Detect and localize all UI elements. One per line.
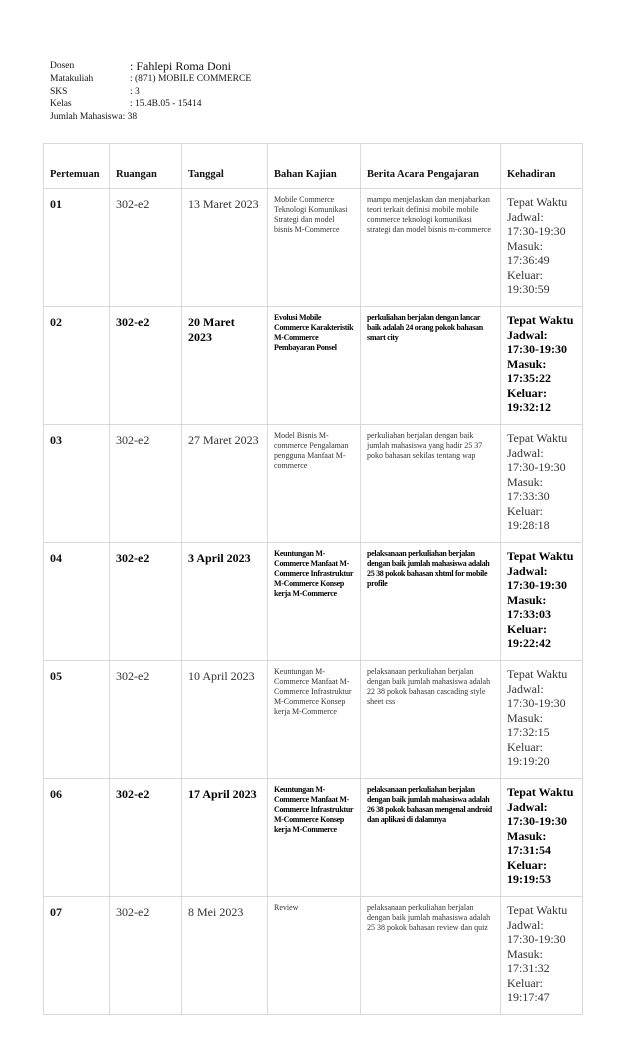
date-cell: 10 April 2023 — [182, 661, 268, 779]
meeting-number: 05 — [44, 661, 110, 779]
attendance-schedule: Jadwal: 17:30-19:30 — [507, 209, 566, 238]
attendance-status: Tepat Waktu — [507, 903, 568, 917]
attendance-in: Masuk: 17:32:15 — [507, 710, 550, 739]
meeting-number: 03 — [44, 425, 110, 543]
attendance-out: Keluar: 19:19:53 — [507, 857, 551, 886]
attendance-out: Keluar: 19:28:18 — [507, 503, 550, 532]
attendance-out: Keluar: 19:32:12 — [507, 385, 551, 414]
topic-cell: Keuntungan M-Commerce Manfaat M-Commerce Infrastruktur M-Commerce Konsep kerja M-Commerce — [268, 543, 361, 661]
date-cell: 20 Maret 2023 — [182, 307, 268, 425]
students-value: : 38 — [122, 111, 138, 122]
header-topic: Bahan Kajian — [268, 144, 361, 189]
attendance-schedule: Jadwal: 17:30-19:30 — [507, 445, 566, 474]
news-cell: pelaksanaan perkuliahan berjalan dengan baik jumlah mahasiswa adalah 25 38 pokok bahasan review dan quiz — [361, 897, 501, 1015]
meeting-number: 01 — [44, 189, 110, 307]
news-cell: perkuliahan berjalan dengan baik jumlah mahasiswa yang hadir 25 37 poko bahasan sekilas tentang wap — [361, 425, 501, 543]
topic-cell: Evolusi Mobile Commerce Karakteristik M-Commerce Pembayaran Ponsel — [268, 307, 361, 425]
meeting-number: 07 — [44, 897, 110, 1015]
table-header-row — [44, 144, 583, 189]
topic-cell: Review — [268, 897, 361, 1015]
header-news: Berita Acara Pengajaran — [361, 144, 501, 189]
meeting-number: 02 — [44, 307, 110, 425]
attendance-status: Tepat Waktu — [507, 667, 568, 681]
attendance-table-container — [43, 143, 582, 1015]
attendance-status: Tepat Waktu — [507, 313, 574, 327]
topic-cell: Keuntungan M-Commerce Manfaat M-Commerce Infrastruktur M-Commerce Konsep kerja M-Commerce — [268, 779, 361, 897]
attendance-out: Keluar: 19:19:20 — [507, 739, 550, 768]
lecturer-row — [50, 60, 251, 73]
meeting-number: 04 — [44, 543, 110, 661]
attendance-cell — [501, 661, 583, 779]
room-cell: 302-e2 — [110, 189, 182, 307]
students-row — [50, 111, 251, 124]
course-row — [50, 73, 251, 86]
header-date: Tanggal — [182, 144, 268, 189]
table-row — [44, 543, 583, 661]
date-cell: 8 Mei 2023 — [182, 897, 268, 1015]
attendance-schedule: Jadwal: 17:30-19:30 — [507, 917, 566, 946]
class-value: : 15.4B.05 - 15414 — [130, 99, 202, 109]
attendance-in: Masuk: 17:33:03 — [507, 592, 551, 621]
room-cell: 302-e2 — [110, 779, 182, 897]
header-meeting: Pertemuan — [44, 144, 110, 189]
students-label: Jumlah Mahasiswa — [50, 111, 123, 122]
topic-cell: Model Bisnis M-commerce Pengalaman pengguna Manfaat M-commerce — [268, 425, 361, 543]
attendance-cell — [501, 189, 583, 307]
course-value: : (871) MOBILE COMMERCE — [130, 74, 252, 84]
attendance-out: Keluar: 19:22:42 — [507, 621, 551, 650]
class-label: Kelas — [50, 99, 72, 109]
news-cell: mampu menjelaskan dan menjabarkan teori terkait definisi mobile mobile commerce teknologi komunikasi strategi dan model bisnis m-commerce — [361, 189, 501, 307]
room-cell: 302-e2 — [110, 425, 182, 543]
topic-cell: Keuntungan M-Commerce Manfaat M-Commerce Infrastruktur M-Commerce Konsep kerja M-Commerce — [268, 661, 361, 779]
class-row — [50, 98, 251, 111]
meeting-number: 06 — [44, 779, 110, 897]
attendance-in: Masuk: 17:35:22 — [507, 356, 551, 385]
attendance-status: Tepat Waktu — [507, 549, 574, 563]
date-cell: 3 April 2023 — [182, 543, 268, 661]
attendance-status: Tepat Waktu — [507, 431, 568, 445]
attendance-schedule: Jadwal: 17:30-19:30 — [507, 681, 566, 710]
attendance-schedule: Jadwal: 17:30-19:30 — [507, 799, 567, 828]
room-cell: 302-e2 — [110, 661, 182, 779]
credits-label: SKS — [50, 86, 68, 97]
news-cell: pelaksanaan perkuliahan berjalan dengan baik jumlah mahasiswa adalah 26 38 pokok bahasan mengenal android dan aplikasi di dalamnya — [361, 779, 501, 897]
attendance-status: Tepat Waktu — [507, 785, 574, 799]
attendance-in: Masuk: 17:31:32 — [507, 946, 550, 975]
date-cell: 17 April 2023 — [182, 779, 268, 897]
attendance-schedule: Jadwal: 17:30-19:30 — [507, 563, 567, 592]
news-cell: perkuliahan berjalan dengan lancar baik adalah 24 orang pokok bahasan smart city — [361, 307, 501, 425]
attendance-in: Masuk: 17:31:54 — [507, 828, 551, 857]
date-cell: 27 Maret 2023 — [182, 425, 268, 543]
attendance-status: Tepat Waktu — [507, 195, 568, 209]
lecturer-value: : Fahlepi Roma Doni — [130, 59, 231, 73]
attendance-cell — [501, 307, 583, 425]
attendance-table — [43, 143, 583, 1015]
course-label: Matakuliah — [50, 74, 94, 84]
attendance-cell — [501, 897, 583, 1015]
lecturer-label: Dosen — [50, 61, 75, 71]
room-cell: 302-e2 — [110, 543, 182, 661]
attendance-out: Keluar: 19:17:47 — [507, 975, 550, 1004]
table-row — [44, 307, 583, 425]
attendance-cell — [501, 425, 583, 543]
attendance-out: Keluar: 19:30:59 — [507, 267, 550, 296]
news-cell: pelaksanaan perkuliahan berjalan dengan baik jumlah mahasiswa adalah 22 38 pokok bahasan cascading style sheet css — [361, 661, 501, 779]
attendance-cell — [501, 779, 583, 897]
attendance-in: Masuk: 17:36:49 — [507, 238, 550, 267]
credits-value: : 3 — [130, 86, 140, 97]
table-row — [44, 189, 583, 307]
table-row — [44, 661, 583, 779]
date-cell: 13 Maret 2023 — [182, 189, 268, 307]
header-attendance: Kehadiran — [501, 144, 583, 189]
topic-cell: Mobile Commerce Teknologi Komunikasi Strategi dan model bisnis M-Commerce — [268, 189, 361, 307]
table-row — [44, 425, 583, 543]
credits-row — [50, 86, 251, 99]
course-info — [50, 60, 251, 123]
attendance-schedule: Jadwal: 17:30-19:30 — [507, 327, 567, 356]
room-cell: 302-e2 — [110, 307, 182, 425]
table-row — [44, 897, 583, 1015]
news-cell: pelaksanaan perkuliahan berjalan dengan baik jumlah mahasiswa adalah 25 38 pokok bahasan xhtml for mobile profile — [361, 543, 501, 661]
attendance-in: Masuk: 17:33:30 — [507, 474, 550, 503]
header-room: Ruangan — [110, 144, 182, 189]
table-row — [44, 779, 583, 897]
attendance-cell — [501, 543, 583, 661]
room-cell: 302-e2 — [110, 897, 182, 1015]
